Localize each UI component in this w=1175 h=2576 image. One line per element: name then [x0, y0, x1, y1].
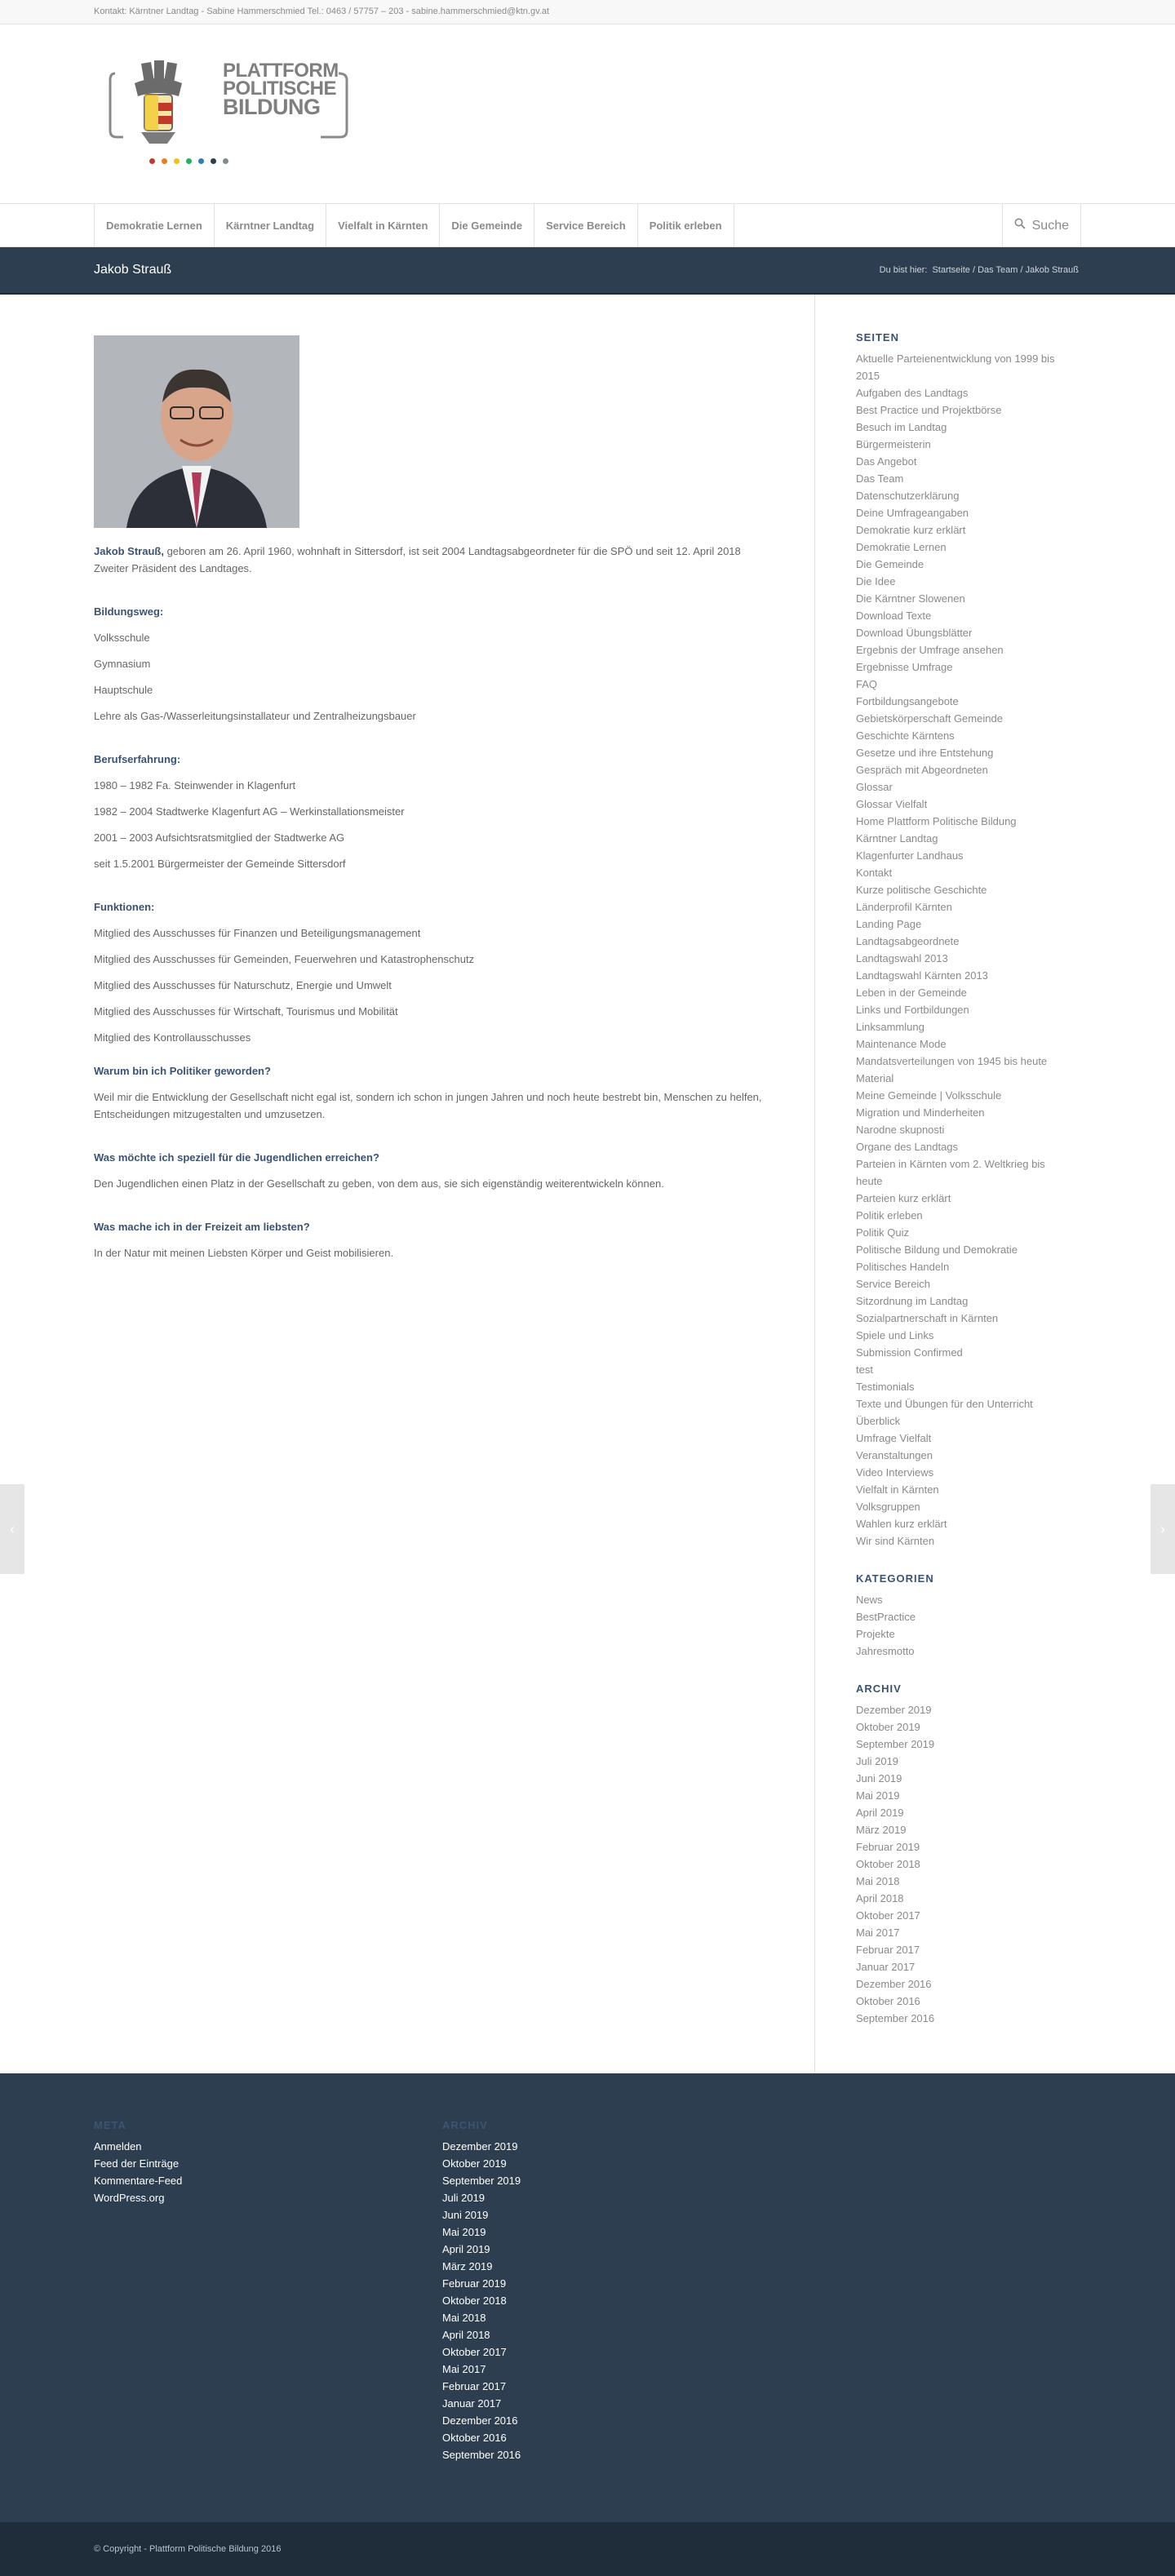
sidebar-archive-link[interactable]: Mai 2017 [856, 1926, 900, 1939]
prev-post-tab[interactable] [0, 1484, 24, 1574]
footer-archive-link[interactable]: Februar 2017 [442, 2380, 507, 2392]
sidebar-page-link[interactable]: Home Plattform Politische Bildung [856, 815, 1017, 827]
sidebar-archive-link[interactable]: September 2016 [856, 2012, 935, 2024]
footer-archive-link[interactable]: Februar 2019 [442, 2277, 507, 2290]
title-bar [0, 247, 1175, 295]
categories-list [856, 1591, 1068, 1660]
sidebar-page-link[interactable]: Überblick [856, 1415, 901, 1427]
sidebar-page-link[interactable]: Das Angebot [856, 455, 917, 468]
functions-list [94, 924, 771, 1046]
sidebar-page-link[interactable]: Politische Bildung und Demokratie [856, 1244, 1018, 1256]
logo-wordmark [223, 60, 339, 119]
logo-dot [162, 158, 167, 164]
sidebar-archive-link[interactable]: Oktober 2017 [856, 1909, 920, 1922]
sidebar-page-link[interactable]: Fortbildungsangebote [856, 695, 959, 707]
next-post-tab[interactable] [1151, 1484, 1175, 1574]
sidebar-page-link[interactable]: Landtagswahl Kärnten 2013 [856, 969, 988, 982]
archive-heading: ARCHIV [856, 1683, 902, 1695]
sidebar [856, 331, 1068, 2027]
education-heading: Bildungsweg: [94, 605, 164, 618]
article-content [94, 335, 771, 1270]
sidebar-page-link[interactable]: Organe des Landtags [856, 1141, 959, 1153]
education-list [94, 629, 771, 725]
sidebar-page-link[interactable]: Glossar Vielfalt [856, 798, 928, 810]
sidebar-page-link[interactable]: Download Texte [856, 610, 932, 622]
logo-line-1: PLATTFORM [223, 60, 339, 82]
copyright-text: © Copyright - Plattform Politische Bildung 2016 [94, 2544, 282, 2554]
sidebar-category-link[interactable]: Jahresmotto [856, 1645, 915, 1657]
footer-archive-link[interactable]: Juni 2019 [442, 2209, 489, 2221]
sidebar-page-link[interactable]: Download Übungsblätter [856, 627, 973, 639]
sidebar-page-link[interactable]: Die Kärntner Slowenen [856, 592, 965, 605]
main-area [0, 295, 1175, 2073]
sidebar-page-link[interactable]: Wahlen kurz erklärt [856, 1518, 947, 1530]
footer [0, 2073, 1175, 2522]
breadcrumb-prefix: Du bist hier: [879, 265, 928, 275]
logo-color-dots [149, 158, 228, 164]
breadcrumb-current: Jakob Strauß [1025, 265, 1079, 275]
content-divider [814, 295, 815, 2073]
sidebar-category-link[interactable]: Projekte [856, 1628, 895, 1640]
sidebar-page-link[interactable]: Glossar [856, 781, 893, 793]
footer-archive-link[interactable]: Mai 2019 [442, 2226, 486, 2238]
logo-dot [174, 158, 180, 164]
footer-archive-link[interactable]: April 2018 [442, 2329, 490, 2341]
nav-item[interactable]: Politik erleben [638, 204, 734, 247]
intro-name: Jakob Strauß, [94, 545, 164, 557]
chevron-left-icon: ‹ [10, 1520, 15, 1537]
nav-item[interactable]: Kärntner Landtag [215, 204, 326, 247]
sidebar-archive-link[interactable]: Oktober 2019 [856, 1721, 920, 1733]
footer-meta-link[interactable]: WordPress.org [94, 2192, 165, 2204]
sidebar-page-link[interactable]: Datenschutzerklärung [856, 490, 960, 502]
sidebar-page-link[interactable]: Maintenance Mode [856, 1038, 947, 1050]
footer-archive-link[interactable]: Oktober 2019 [442, 2157, 507, 2170]
sidebar-archive-link[interactable]: Oktober 2018 [856, 1858, 920, 1870]
sidebar-archive-link[interactable]: Januar 2017 [856, 1961, 916, 1973]
footer-archive-link[interactable]: April 2019 [442, 2243, 490, 2255]
question-3: Was mache ich in der Freizeit am liebsten? [94, 1221, 310, 1233]
page-title: Jakob Strauß [94, 263, 172, 277]
sidebar-page-link[interactable]: Spiele und Links [856, 1329, 934, 1341]
sidebar-page-link[interactable]: FAQ [856, 678, 878, 690]
footer-archive-link[interactable]: März 2019 [442, 2260, 493, 2272]
sidebar-page-link[interactable]: Service Bereich [856, 1278, 931, 1290]
footer-archive-link[interactable]: Januar 2017 [442, 2397, 502, 2410]
footer-meta-list [94, 2138, 182, 2206]
portrait-image [94, 335, 299, 528]
footer-archive-link[interactable]: Oktober 2017 [442, 2346, 507, 2358]
sidebar-page-link[interactable]: Politisches Handeln [856, 1261, 950, 1273]
footer-meta [94, 2119, 182, 2206]
sidebar-page-link[interactable]: Politik erleben [856, 1209, 923, 1221]
sidebar-page-link[interactable]: Geschichte Kärntens [856, 729, 955, 742]
pages-list [856, 350, 1068, 1550]
education-item: Hauptschule [94, 684, 153, 696]
sidebar-page-link[interactable]: Landing Page [856, 918, 922, 930]
footer-archive-link[interactable]: Oktober 2016 [442, 2432, 507, 2444]
question-1: Warum bin ich Politiker geworden? [94, 1065, 271, 1077]
main-navigation [0, 204, 1175, 247]
sidebar-archive-link[interactable]: April 2019 [856, 1807, 904, 1819]
logo-line-3: BILDUNG [223, 95, 321, 119]
footer-meta-link[interactable]: Kommentare-Feed [94, 2175, 183, 2187]
sidebar-archive-link[interactable]: März 2019 [856, 1824, 907, 1836]
sidebar-archive-link[interactable]: April 2018 [856, 1892, 904, 1904]
function-item: Mitglied des Ausschusses für Gemeinden, Feuerwehren und Katastrophenschutz [94, 953, 475, 965]
search-label: Suche [1031, 218, 1069, 233]
sidebar-archive-link[interactable]: Februar 2019 [856, 1841, 920, 1853]
sidebar-page-link[interactable]: Bürgermeisterin [856, 438, 931, 450]
footer-archive-link[interactable]: Mai 2018 [442, 2312, 486, 2324]
sidebar-page-link[interactable]: Besuch im Landtag [856, 421, 947, 433]
footer-meta-heading: META [94, 2119, 126, 2131]
answer-2: Den Jugendlichen einen Platz in der Gesellschaft zu geben, von dem aus, sie sich eigenständig weiterentwickeln können. [94, 1177, 664, 1190]
sidebar-archive-link[interactable]: Dezember 2016 [856, 1978, 932, 1990]
sidebar-page-link[interactable]: Kurze politische Geschichte [856, 884, 987, 896]
sidebar-archive-link[interactable]: Mai 2018 [856, 1875, 900, 1887]
logo-line-2: POLITISCHE [223, 78, 337, 100]
functions-heading: Funktionen: [94, 901, 155, 913]
sidebar-page-link[interactable]: Narodne skupnosti [856, 1124, 945, 1136]
logo-dot [149, 158, 155, 164]
logo-dot [223, 158, 228, 164]
sidebar-page-link[interactable]: Kärntner Landtag [856, 832, 938, 845]
function-item: Mitglied des Ausschusses für Naturschutz, Energie und Umwelt [94, 979, 392, 991]
footer-archive-link[interactable]: September 2016 [442, 2449, 521, 2461]
sidebar-page-link[interactable]: Umfrage Vielfalt [856, 1432, 932, 1444]
search-icon [1014, 218, 1026, 233]
nav-item[interactable]: Die Gemeinde [440, 204, 534, 247]
career-item: seit 1.5.2001 Bürgermeister der Gemeinde Sittersdorf [94, 858, 346, 870]
footer-archive-link[interactable]: Dezember 2019 [442, 2140, 518, 2153]
nav-item[interactable]: Demokratie Lernen [95, 204, 215, 247]
nav-item[interactable]: Vielfalt in Kärnten [326, 204, 440, 247]
sidebar-page-link[interactable]: Demokratie kurz erklärt [856, 524, 966, 536]
categories-heading: KATEGORIEN [856, 1572, 934, 1585]
sidebar-archive-link[interactable]: September 2019 [856, 1738, 935, 1750]
sidebar-page-link[interactable]: Klagenfurter Landhaus [856, 849, 964, 862]
education-item: Gymnasium [94, 658, 151, 670]
breadcrumb: Du bist hier: Startseite / Das Team / Jakob Strauß [879, 265, 1079, 275]
sidebar-page-link[interactable]: Wir sind Kärnten [856, 1535, 935, 1547]
career-item: 2001 – 2003 Aufsichtsratsmitglied der Stadtwerke AG [94, 831, 345, 844]
sidebar-page-link[interactable]: Material [856, 1072, 894, 1084]
sidebar-page-link[interactable]: Demokratie Lernen [856, 541, 947, 553]
sidebar-page-link[interactable]: Landtagsabgeordnete [856, 935, 960, 947]
sidebar-page-link[interactable]: Vielfalt in Kärnten [856, 1483, 939, 1496]
header [0, 24, 1175, 204]
intro-text: geboren am 26. April 1960, wohnhaft in Sittersdorf, ist seit 2004 Landtagsabgeordneter für die SPÖ und seit 12. April 2018 Zweiter Präsident des Landtages. [94, 545, 741, 574]
footer-archive [442, 2119, 521, 2463]
pages-heading: SEITEN [856, 331, 899, 344]
top-contact-bar [0, 0, 1175, 24]
sidebar-page-link[interactable]: Testimonials [856, 1381, 915, 1393]
answer-1: Weil mir die Entwicklung der Gesellschaft nicht egal ist, sondern ich schon in jungen Jahren und noch heute bestrebt bin, Menschen zu helfen, Entscheidungen mitzugestalten und umzusetzen. [94, 1091, 762, 1120]
logo-dot [211, 158, 216, 164]
sidebar-page-link[interactable]: Politik Quiz [856, 1226, 910, 1239]
career-item: 1980 – 1982 Fa. Steinwender in Klagenfurt [94, 779, 296, 791]
sidebar-page-link[interactable]: Volksgruppen [856, 1501, 920, 1513]
sidebar-page-link[interactable]: Ergebnisse Umfrage [856, 661, 953, 673]
sidebar-page-link[interactable]: Links und Fortbildungen [856, 1004, 969, 1016]
sidebar-page-link[interactable]: Migration und Minderheiten [856, 1106, 985, 1119]
sidebar-archive-link[interactable]: Juni 2019 [856, 1772, 902, 1785]
sidebar-archive-link[interactable]: Februar 2017 [856, 1944, 920, 1956]
footer-meta-link[interactable]: Feed der Einträge [94, 2157, 180, 2170]
footer-archive-link[interactable]: Oktober 2018 [442, 2294, 507, 2307]
sidebar-page-link[interactable]: Leben in der Gemeinde [856, 987, 967, 999]
education-item: Volksschule [94, 632, 150, 644]
sidebar-page-link[interactable]: Die Idee [856, 575, 896, 587]
sidebar-page-link[interactable]: Texte und Übungen für den Unterricht [856, 1398, 1033, 1410]
sidebar-category-link[interactable]: News [856, 1594, 883, 1606]
sidebar-page-link[interactable]: Länderprofil Kärnten [856, 901, 952, 913]
sidebar-page-link[interactable]: Sitzordnung im Landtag [856, 1295, 969, 1307]
sidebar-archive-link[interactable]: Mai 2019 [856, 1789, 900, 1802]
sidebar-page-link[interactable]: Aufgaben des Landtags [856, 387, 969, 399]
chevron-right-icon: › [1160, 1520, 1165, 1537]
intro-paragraph [94, 543, 771, 577]
sidebar-page-link[interactable]: Linksammlung [856, 1021, 924, 1033]
search-button[interactable] [1002, 204, 1081, 247]
sidebar-archive-link[interactable]: Juli 2019 [856, 1755, 899, 1767]
sidebar-page-link[interactable]: Meine Gemeinde | Volksschule [856, 1089, 1002, 1102]
archive-list [856, 1701, 1068, 2027]
sidebar-page-link[interactable]: Ergebnis der Umfrage ansehen [856, 644, 1004, 656]
footer-archive-list [442, 2138, 521, 2463]
sidebar-page-link[interactable]: Gebietskörperschaft Gemeinde [856, 712, 1003, 725]
sidebar-archive-link[interactable]: Dezember 2019 [856, 1704, 932, 1716]
function-item: Mitglied des Ausschusses für Wirtschaft, Tourismus und Mobilität [94, 1005, 398, 1018]
education-item: Lehre als Gas-/Wasserleitungsinstallateur und Zentralheizungsbauer [94, 710, 416, 722]
sidebar-page-link[interactable]: Mandatsverteilungen von 1945 bis heute [856, 1055, 1048, 1067]
sidebar-page-link[interactable]: Parteien in Kärnten vom 2. Weltkrieg bis heute [856, 1158, 1045, 1187]
breadcrumb-team[interactable]: Das Team [978, 265, 1018, 275]
function-item: Mitglied des Ausschusses für Finanzen und Beteiligungsmanagement [94, 927, 421, 939]
career-list [94, 777, 771, 872]
sidebar-page-link[interactable]: Die Gemeinde [856, 558, 924, 570]
nav-item[interactable]: Service Bereich [534, 204, 638, 247]
sidebar-page-link[interactable]: Gespräch mit Abgeordneten [856, 764, 988, 776]
footer-meta-link[interactable]: Anmelden [94, 2140, 142, 2153]
career-item: 1982 – 2004 Stadtwerke Klagenfurt AG – Werkinstallationsmeister [94, 805, 405, 818]
breadcrumb-home[interactable]: Startseite [932, 265, 970, 275]
sidebar-page-link[interactable]: test [856, 1363, 873, 1376]
career-heading: Berufserfahrung: [94, 753, 181, 765]
question-2: Was möchte ich speziell für die Jugendlichen erreichen? [94, 1151, 379, 1164]
footer-archive-heading: ARCHIV [442, 2119, 488, 2131]
sidebar-page-link[interactable]: Gesetze und ihre Entstehung [856, 747, 994, 759]
answer-3: In der Natur mit meinen Liebsten Körper und Geist mobilisieren. [94, 1247, 394, 1259]
sidebar-page-link[interactable]: Landtagswahl 2013 [856, 952, 948, 964]
footer-socket [0, 2522, 1175, 2576]
logo-dot [186, 158, 192, 164]
sidebar-page-link[interactable]: Video Interviews [856, 1466, 934, 1479]
sidebar-page-link[interactable]: Deine Umfrageangaben [856, 507, 969, 519]
logo-dot [198, 158, 204, 164]
sidebar-page-link[interactable]: Sozialpartnerschaft in Kärnten [856, 1312, 999, 1324]
site-logo[interactable] [109, 59, 353, 173]
sidebar-page-link[interactable]: Veranstaltungen [856, 1449, 933, 1461]
contact-text: Kontakt: Kärntner Landtag - Sabine Hammerschmied Tel.: 0463 / 57757 – 203 - sabine.hammerschmied@ktn.gv.at [94, 7, 550, 16]
sidebar-page-link[interactable]: Das Team [856, 472, 904, 485]
footer-archive-link[interactable]: Dezember 2016 [442, 2414, 518, 2427]
sidebar-page-link[interactable]: Aktuelle Parteienentwicklung von 1999 bis 2015 [856, 352, 1055, 382]
footer-archive-link[interactable]: Mai 2017 [442, 2363, 486, 2375]
sidebar-page-link[interactable]: Submission Confirmed [856, 1346, 963, 1359]
sidebar-page-link[interactable]: Parteien kurz erklärt [856, 1192, 951, 1204]
sidebar-page-link[interactable]: Best Practice und Projektbörse [856, 404, 1002, 416]
sidebar-category-link[interactable]: BestPractice [856, 1611, 916, 1623]
footer-archive-link[interactable]: Juli 2019 [442, 2192, 486, 2204]
sidebar-page-link[interactable]: Kontakt [856, 867, 893, 879]
sidebar-archive-link[interactable]: Oktober 2016 [856, 1995, 920, 2007]
function-item: Mitglied des Kontrollausschusses [94, 1031, 251, 1044]
nav-menu [94, 204, 734, 247]
footer-archive-link[interactable]: September 2019 [442, 2175, 521, 2187]
